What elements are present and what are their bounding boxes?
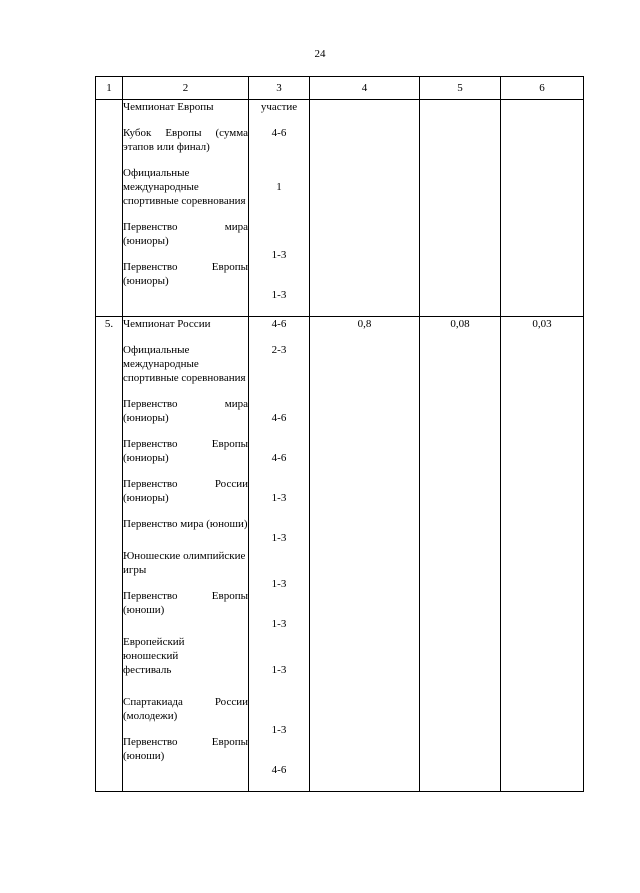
competition-name: Первенство мира (юноши) — [123, 518, 248, 530]
column-header-2: 2 — [123, 77, 249, 100]
coefficient-6: 0,03 — [501, 317, 584, 792]
competition-name: Официальные международные спортивные соревнования — [123, 344, 246, 384]
place-value: 4-6 — [271, 764, 287, 776]
competition-name: Официальные международные спортивные соревнования — [123, 167, 246, 207]
coefficient-6 — [501, 100, 584, 317]
coefficient-5 — [420, 100, 501, 317]
place-value: 4-6 — [271, 127, 287, 139]
competition-name: Чемпионат Европы — [123, 101, 214, 113]
competition-name: Первенство России (юниоры) — [123, 478, 248, 504]
column-header-1: 1 — [96, 77, 123, 100]
competition-name: Первенство мира (юниоры) — [123, 398, 248, 424]
results-table — [95, 76, 584, 792]
competition-cell — [123, 100, 249, 317]
column-header-4: 4 — [310, 77, 420, 100]
place-value: 2-3 — [271, 344, 287, 356]
place-value: 1-3 — [271, 289, 287, 301]
coefficient-4 — [310, 100, 420, 317]
place-value: 1-3 — [271, 664, 287, 676]
place-cell — [249, 100, 310, 317]
competition-name: Первенство Европы (юниоры) — [123, 438, 248, 464]
place-value: 1-3 — [271, 532, 287, 544]
competition-name: Первенство Европы (юноши) — [123, 736, 248, 762]
competition-name: Первенство Европы (юноши) — [123, 590, 248, 616]
table-row — [96, 100, 584, 317]
page-number: 24 — [314, 48, 326, 60]
place-value: 1-3 — [271, 492, 287, 504]
competition-name: Юношеские олимпийские игры — [123, 550, 246, 576]
competition-name: Кубок Европы (сумма этапов или финал) — [123, 127, 248, 153]
competition-name: Первенство Европы (юниоры) — [123, 261, 248, 287]
place-value: 4-6 — [271, 318, 287, 330]
competition-name: Европейский юношеский фестиваль — [123, 636, 185, 676]
column-header-6: 6 — [501, 77, 584, 100]
competition-name: Первенство мира (юниоры) — [123, 221, 248, 247]
place-value: 1-3 — [271, 724, 287, 736]
place-value: 4-6 — [271, 412, 287, 424]
coefficient-5: 0,08 — [420, 317, 501, 792]
table-header-row — [96, 77, 584, 100]
place-value: 1-3 — [271, 618, 287, 630]
place-cell — [249, 317, 310, 792]
competition-name: Спартакиада России (молодежи) — [123, 696, 248, 722]
competition-cell — [123, 317, 249, 792]
place-value: 4-6 — [271, 452, 287, 464]
column-header-3: 3 — [249, 77, 310, 100]
row-number — [96, 100, 123, 317]
table-row — [96, 317, 584, 792]
column-header-5: 5 — [420, 77, 501, 100]
place-value: 1-3 — [271, 578, 287, 590]
place-value: 1 — [276, 181, 282, 193]
place-value: 1-3 — [271, 249, 287, 261]
coefficient-4: 0,8 — [310, 317, 420, 792]
competition-name: Чемпионат России — [123, 318, 211, 330]
place-value: участие — [260, 101, 298, 113]
row-number: 5. — [96, 317, 123, 792]
